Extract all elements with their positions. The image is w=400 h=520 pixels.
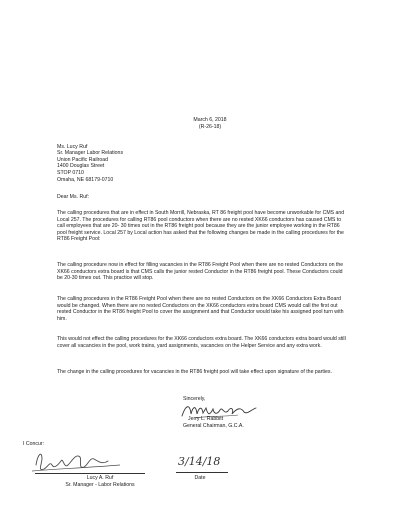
signer-name: Jerry L. Rabbitt [188,416,224,422]
date-line [176,472,228,473]
body-paragraph: The calling procedure now in effect for filling vacancies in the RT86 Freight Pool when there are no rested Conductors on the XK66 conductors extra board is that CMS calls the junior rested Conductor in the RT86 freight pool. These Conductors could be 20-30 times out. This practice will stop. [57,262,344,282]
body-paragraph: The change in the calling procedures for vacancies in the RT86 freight pool will take effect upon signature of the parties. [57,369,332,375]
concur-title: Sr. Manager - Labor Relations [65,482,135,488]
concur-label: I Concur: [23,441,45,447]
address-line: 1400 Douglas Street [57,163,105,169]
address-line: Union Pacific Railroad [57,157,109,163]
handwritten-date: 3/14/18 [178,455,221,468]
date-label: Date [194,475,206,481]
reference-number: (R-26-18) [198,124,222,130]
letter-date: March 6, 2018 [193,117,227,123]
address-line: Ms. Lucy Ruf [57,144,88,150]
signer-title: General Chairman, G.C.A. [183,423,244,429]
salutation: Dear Ms. Ruf: [57,194,89,200]
signature-line [35,473,145,474]
valediction: Sincerely, [183,396,206,402]
body-paragraph: The calling procedures in the RT86 Freight Pool when there are no rested Conductors on the XK66 Conductors Extra Board would be changed. When there are no rested Conductors on the XK66 conductors extra board CMS would call the first out rested Conductor in the RT86 freight Pool to cover the assignment and that Conductor would take his assigned pool turn with him. [57,296,344,322]
address-line: Sr. Manager Labor Relations [57,150,124,156]
signature-ruf [28,447,128,475]
address-line: Omaha, NE 68179-0710 [57,177,114,183]
concur-name: Lucy A. Ruf [86,475,114,481]
address-line: STOP 0710 [57,170,84,176]
body-paragraph: This would not effect the calling procedures for the XK66 conductors extra board. The XK66 conductors extra board would still cover all vacancies in the pool, work trains, yard assignments, vacancies on the Helper Service and any extra work. [57,336,346,349]
body-paragraph: The calling procedures that are in effect in South Morrill, Nebraska, RT 86 freight pool have become unworkable for CMS and Local 257. The procedures for calling RT86 pool conductors when there are no rested XK66 conductors has caused CMS to call employees that are 20- 30 times out in the RT86 freight pool because they are the junior employee working in the RT86 pool freight service. Local 257 by Local action has asked that the following changes be made in the calling procedures for the RT86 Freight Pool: [57,210,345,243]
